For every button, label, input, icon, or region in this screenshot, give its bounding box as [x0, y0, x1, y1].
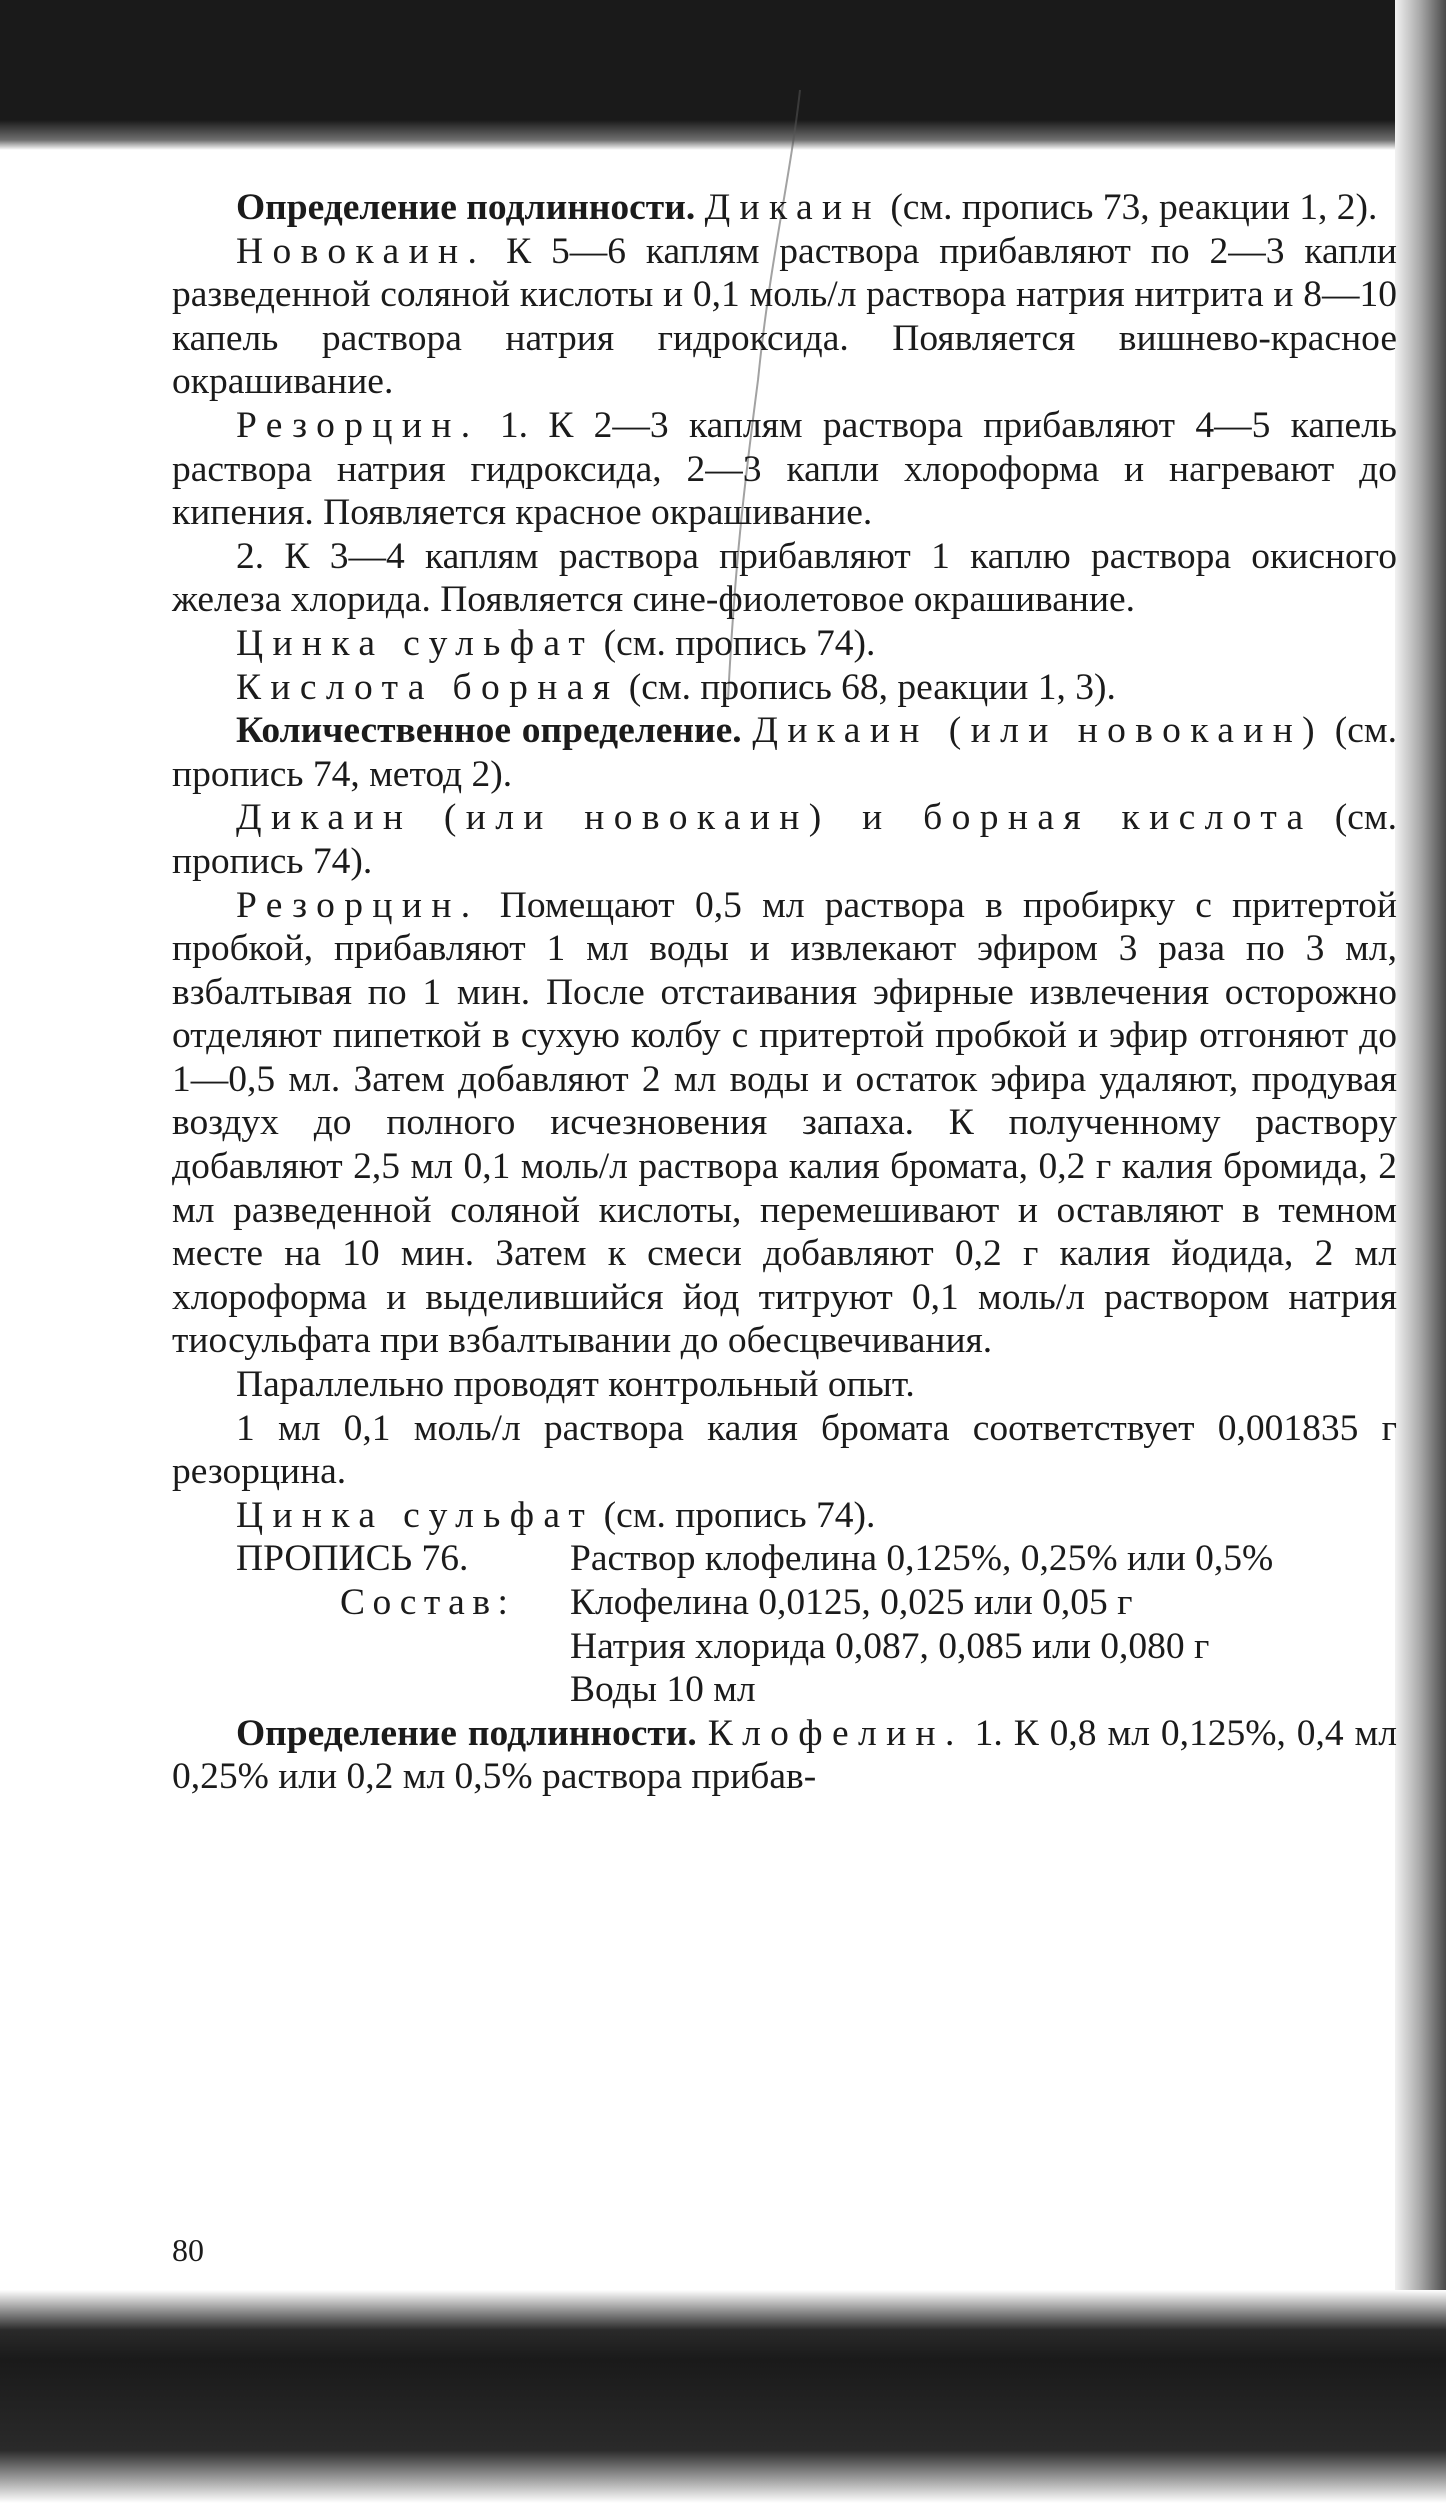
paragraph-authenticity-clonidine	[172, 1712, 1397, 1799]
substance-name: Цинка сульфат	[236, 622, 595, 664]
section-heading: Определение подлинности.	[236, 1712, 697, 1754]
paragraph-text: (см. пропись 73, реакции 1, 2).	[880, 187, 1378, 228]
paragraph-boric-acid	[172, 666, 1397, 710]
paragraph-resorcinol-2: 2. К 3—4 каплям раствора прибавляют 1 каплю раствора окисного железа хлорида. Появляется сине-фиолетовое окрашивание.	[172, 535, 1397, 621]
paragraph-text: 1. К 2—3 каплям раствора прибавляют 4—5 капель раствора натрия гидроксида, 2—3 капли хлороформа и нагревают до кипения. Появляется красное окрашивание.	[172, 404, 1397, 534]
paragraph-text: 1. К 0,8 мл 0,125%, 0,4 мл 0,25% или 0,2 мл 0,5% раствора прибав-	[172, 1712, 1397, 1798]
paragraph-novocaine	[172, 230, 1397, 404]
composition-line: Натрия хлорида 0,087, 0,085 или 0,080 г	[570, 1625, 1210, 1667]
recipe-label: ПРОПИСЬ 76.	[236, 1538, 469, 1580]
composition-line: Воды 10 мл	[570, 1669, 756, 1711]
paragraph-zinc-sulfate	[172, 622, 1397, 666]
substance-name: Дикаин (или новокаин)	[752, 710, 1325, 752]
substance-name: Клофелин.	[707, 1712, 964, 1754]
paragraph-equivalence: 1 мл 0,1 моль/л раствора калия бромата соответствует 0,001835 г резорцина.	[172, 1407, 1397, 1493]
section-heading: Определение подлинности.	[236, 187, 696, 228]
recipe-heading	[172, 1537, 1397, 1581]
composition-block	[172, 1581, 1397, 1712]
composition-line: Клофелина 0,0125, 0,025 или 0,05 г	[570, 1582, 1133, 1623]
paragraph-quantitative-dicaine	[172, 709, 1397, 796]
substance-name: Новокаин.	[236, 230, 487, 272]
substance-name: Кислота борная	[236, 666, 620, 708]
scan-top-edge	[0, 0, 1446, 150]
substance-name: Резорцин.	[236, 884, 480, 926]
paragraph-text: (см. пропись 74).	[172, 797, 1397, 882]
paragraph-text: (см. пропись 74).	[594, 622, 876, 664]
substance-name: Резорцин.	[236, 404, 480, 446]
substance-name: Цинка сульфат	[236, 1494, 595, 1536]
paragraph-text: (см. пропись 74, метод 2).	[172, 710, 1398, 795]
paragraph-text: (см. пропись 74).	[594, 1494, 876, 1536]
composition-label: Состав:	[340, 1582, 516, 1623]
paragraph-authenticity-dicaine	[172, 186, 1397, 230]
paragraph-text: Помещают 0,5 мл раствора в пробирку с притертой пробкой, прибавляют 1 мл воды и извлекают эфиром 3 раза по 3 мл, взбалтывая по 1 мин. После отстаивания эфирные извлечения осторожно отделяют пипеткой в сухую колбу с притертой пробкой и эфир отгоняют до 1—0,5 мл. Затем добавляют 2 мл воды и остаток эфира удаляют, продувая воздух до полного исчезновения запаха. К полученному раствору добавляют 2,5 мл 0,1 моль/л раствора калия бромата, 0,2 г калия бромида, 2 мл разведенной соляной кислоты, перемешивают и оставляют в темном месте на 10 мин. Затем к смеси добавляют 0,2 г калия йодида, 2 мл хлороформа и выделившийся йод титруют 0,1 моль/л раствором натрия тиосульфата при взбалтывании до обесцвечивания.	[172, 884, 1397, 1362]
scan-bottom-edge	[0, 2290, 1446, 2503]
page-text	[172, 186, 1397, 1799]
paragraph-text: К 5—6 каплям раствора прибавляют по 2—3 капли разведенной соляной кислоты и 0,1 моль/л раствора натрия нитрита и 8—10 капель раствора натрия гидроксида. Появляется вишнево-красное окрашивание.	[172, 230, 1397, 403]
paragraph-resorcinol-1	[172, 404, 1397, 535]
recipe-title: Раствор клофелина 0,125%, 0,25% или 0,5%	[570, 1538, 1274, 1580]
scan-right-edge	[1395, 0, 1446, 2503]
substance-name: Дикаин	[704, 187, 881, 228]
paragraph-dicaine-boric	[172, 796, 1397, 883]
paragraph-control: Параллельно проводят контрольный опыт.	[236, 1364, 915, 1406]
paragraph-zinc-sulfate-2	[172, 1494, 1397, 1538]
page-number: 80	[172, 2232, 204, 2268]
paragraph-resorcinol-method	[172, 884, 1397, 1364]
section-heading: Количественное определение.	[236, 710, 742, 752]
substance-name: Дикаин (или новокаин) и борная кислота	[236, 797, 1313, 839]
paragraph-text: (см. пропись 68, реакции 1, 3).	[619, 666, 1116, 708]
